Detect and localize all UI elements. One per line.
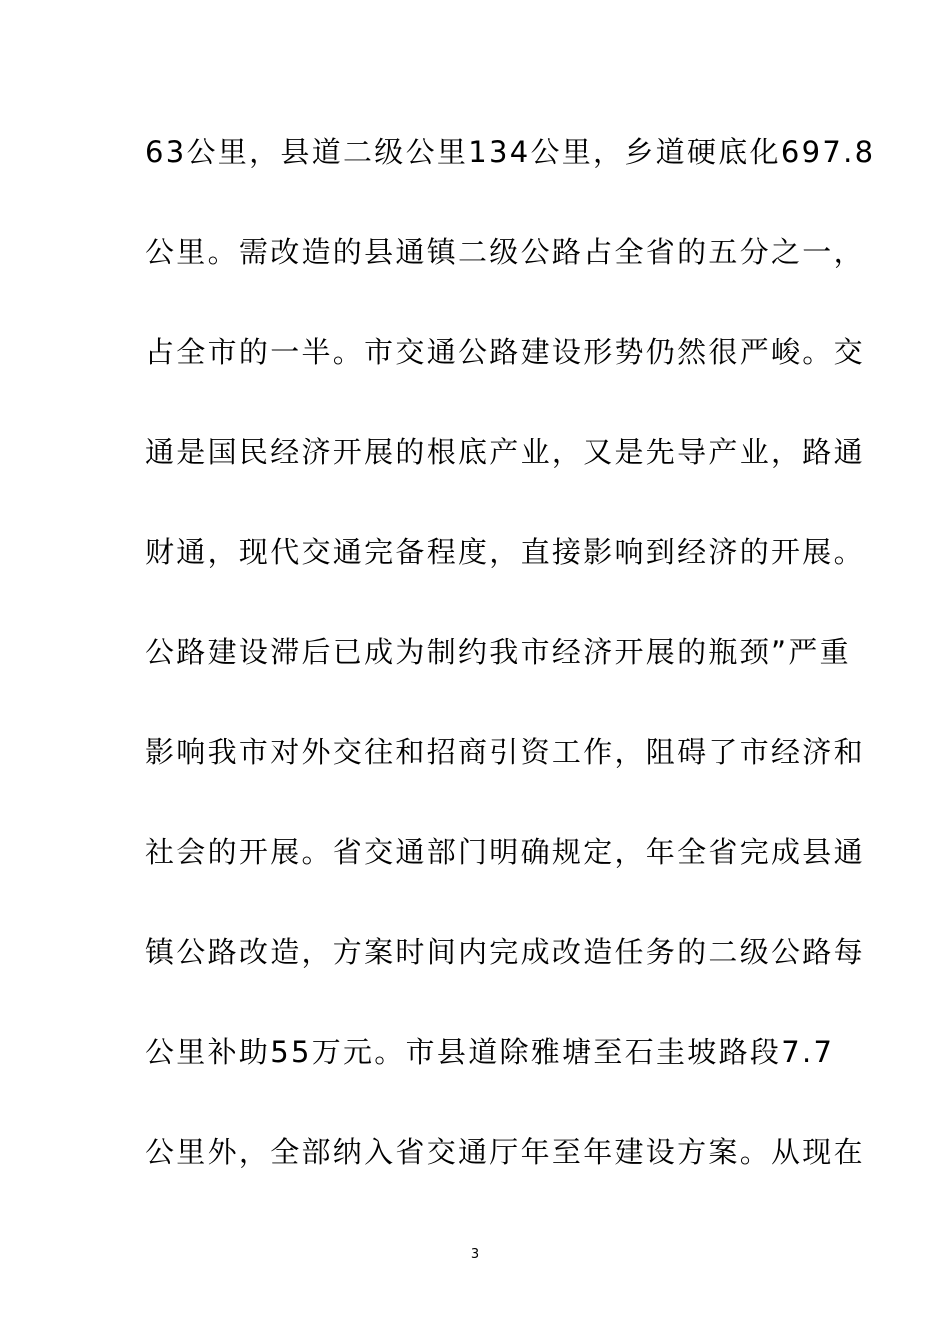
text-line: 公里补助55万元。市县道除雅塘至石圭坡路段7.7 (145, 1035, 835, 1069)
text-line: 公里。需改造的县通镇二级公路占全省的五分之一， (145, 235, 865, 269)
text-line: 公路建设滞后已成为制约我市经济开展的瓶颈”严重 (145, 635, 851, 669)
body-text (145, 124, 876, 1224)
text-line: 镇公路改造，方案时间内完成改造任务的二级公路每 (145, 935, 865, 969)
page-number: 3 (470, 1247, 480, 1262)
text-line: 影响我市对外交往和招商引资工作，阻碍了市经济和 (145, 735, 865, 769)
text-line: 财通，现代交通完备程度，直接影响到经济的开展。 (145, 535, 865, 569)
text-line: 63公里，县道二级公里134公里，乡道硬底化697.8 (145, 135, 876, 169)
text-line: 公里外，全部纳入省交通厅年至年建设方案。从现在 (145, 1135, 865, 1169)
text-line: 社会的开展。省交通部门明确规定，年全省完成县通 (145, 835, 865, 869)
text-line: 通是国民经济开展的根底产业，又是先导产业，路通 (145, 435, 865, 469)
text-line: 占全市的一半。市交通公路建设形势仍然很严峻。交 (145, 335, 865, 369)
